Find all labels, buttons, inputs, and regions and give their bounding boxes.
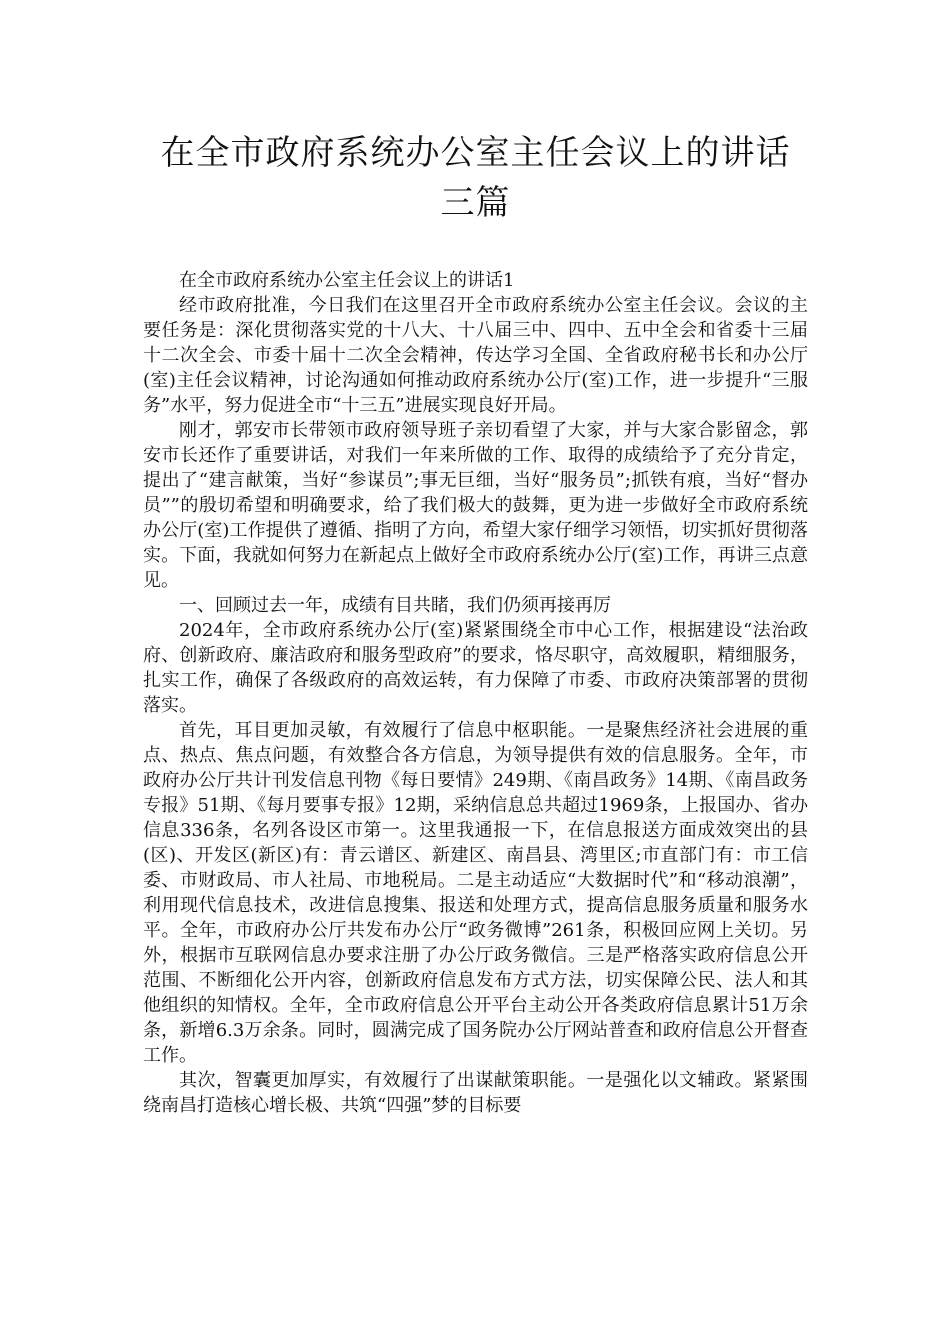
title-line-2: 三篇: [440, 183, 511, 223]
paragraph-think-tank: 其次，智囊更加厚实，有效履行了出谋献策职能。一是强化以文辅政。紧紧围绕南昌打造核心增长极、共筑“四强”梦的目标要: [143, 1070, 808, 1116]
title-line-1: 在全市政府系统办公室主任会议上的讲话: [160, 133, 791, 173]
paragraph-information-hub: 首先，耳目更加灵敏，有效履行了信息中枢职能。一是聚焦经济社会进展的重点、热点、焦点问题，有效整合各方信息，为领导提供有效的信息服务。全年，市政府办公厅共计刊发信息刊物《每日要情》249期、《南昌政务》14期、《南昌政务专报》51期、《每月要事专报》12期，采纳信息总共超过1969条，上报国办、省办信息336条，名列各设区市第一。这里我通报一下，在信息报送方面成效突出的县(区)、开发区(新区)有：青云谱区、新建区、南昌县、湾里区;市直部门有：市工信委、市财政局、市人社局、市地税局。二是主动适应“大数据时代”和“移动浪潮”，利用现代信息技术，改进信息搜集、报送和处理方式，提高信息服务质量和服务水平。全年，市政府办公厅共发布办公厅“政务微博”261条，积极回应网上关切。另外，根据市互联网信息办要求注册了办公厅政务微信。三是严格落实政府信息公开范围、不断细化公开内容，创新政府信息发布方式方法，切实保障公民、法人和其他组织的知情权。全年，全市政府信息公开平台主动公开各类政府信息累计51万余条，新增6.3万余条。同时，圆满完成了国务院办公厅网站普查和政府信息公开督查工作。: [143, 720, 808, 1066]
speech-subtitle: 在全市政府系统办公室主任会议上的讲话1: [179, 270, 515, 291]
paragraph-2024-review: 2024年，全市政府系统办公厅(室)紧紧围绕全市中心工作，根据建设“法治政府、创新政府、廉洁政府和服务型政府”的要求，恪尽职守，高效履职，精细服务，扎实工作，确保了各级政府的高效运转，有力保障了市委、市政府决策部署的贯彻落实。: [143, 620, 808, 716]
document-body: [143, 268, 808, 1118]
paragraph-intro: 经市政府批准，今日我们在这里召开全市政府系统办公室主任会议。会议的主要任务是：深化贯彻落实党的十八大、十八届三中、四中、五中全会和省委十三届十二次全会、市委十届十二次全会精神，传达学习全国、全省政府秘书长和办公厅(室)主任会议精神，讨论沟通如何推动政府系统办公厅(室)工作，进一步提升“三服务”水平，努力促进全市“十三五”进展实现良好开局。: [143, 295, 808, 416]
section-heading-1: 一、回顾过去一年，成绩有目共睹，我们仍须再接再厉: [179, 595, 611, 616]
paragraph-mayor-speech: 刚才，郭安市长带领市政府领导班子亲切看望了大家，并与大家合影留念，郭安市长还作了重要讲话，对我们一年来所做的工作、取得的成绩给予了充分肯定，提出了“建言献策，当好“参谋员”;事无巨细，当好“服务员”;抓铁有痕，当好“督办员””的殷切希望和明确要求，给了我们极大的鼓舞，更为进一步做好全市政府系统办公厅(室)工作提供了遵循、指明了方向，希望大家仔细学习领悟，切实抓好贯彻落实。下面，我就如何努力在新起点上做好全市政府系统办公厅(室)工作，再讲三点意见。: [143, 420, 808, 591]
document-title: [143, 128, 808, 228]
